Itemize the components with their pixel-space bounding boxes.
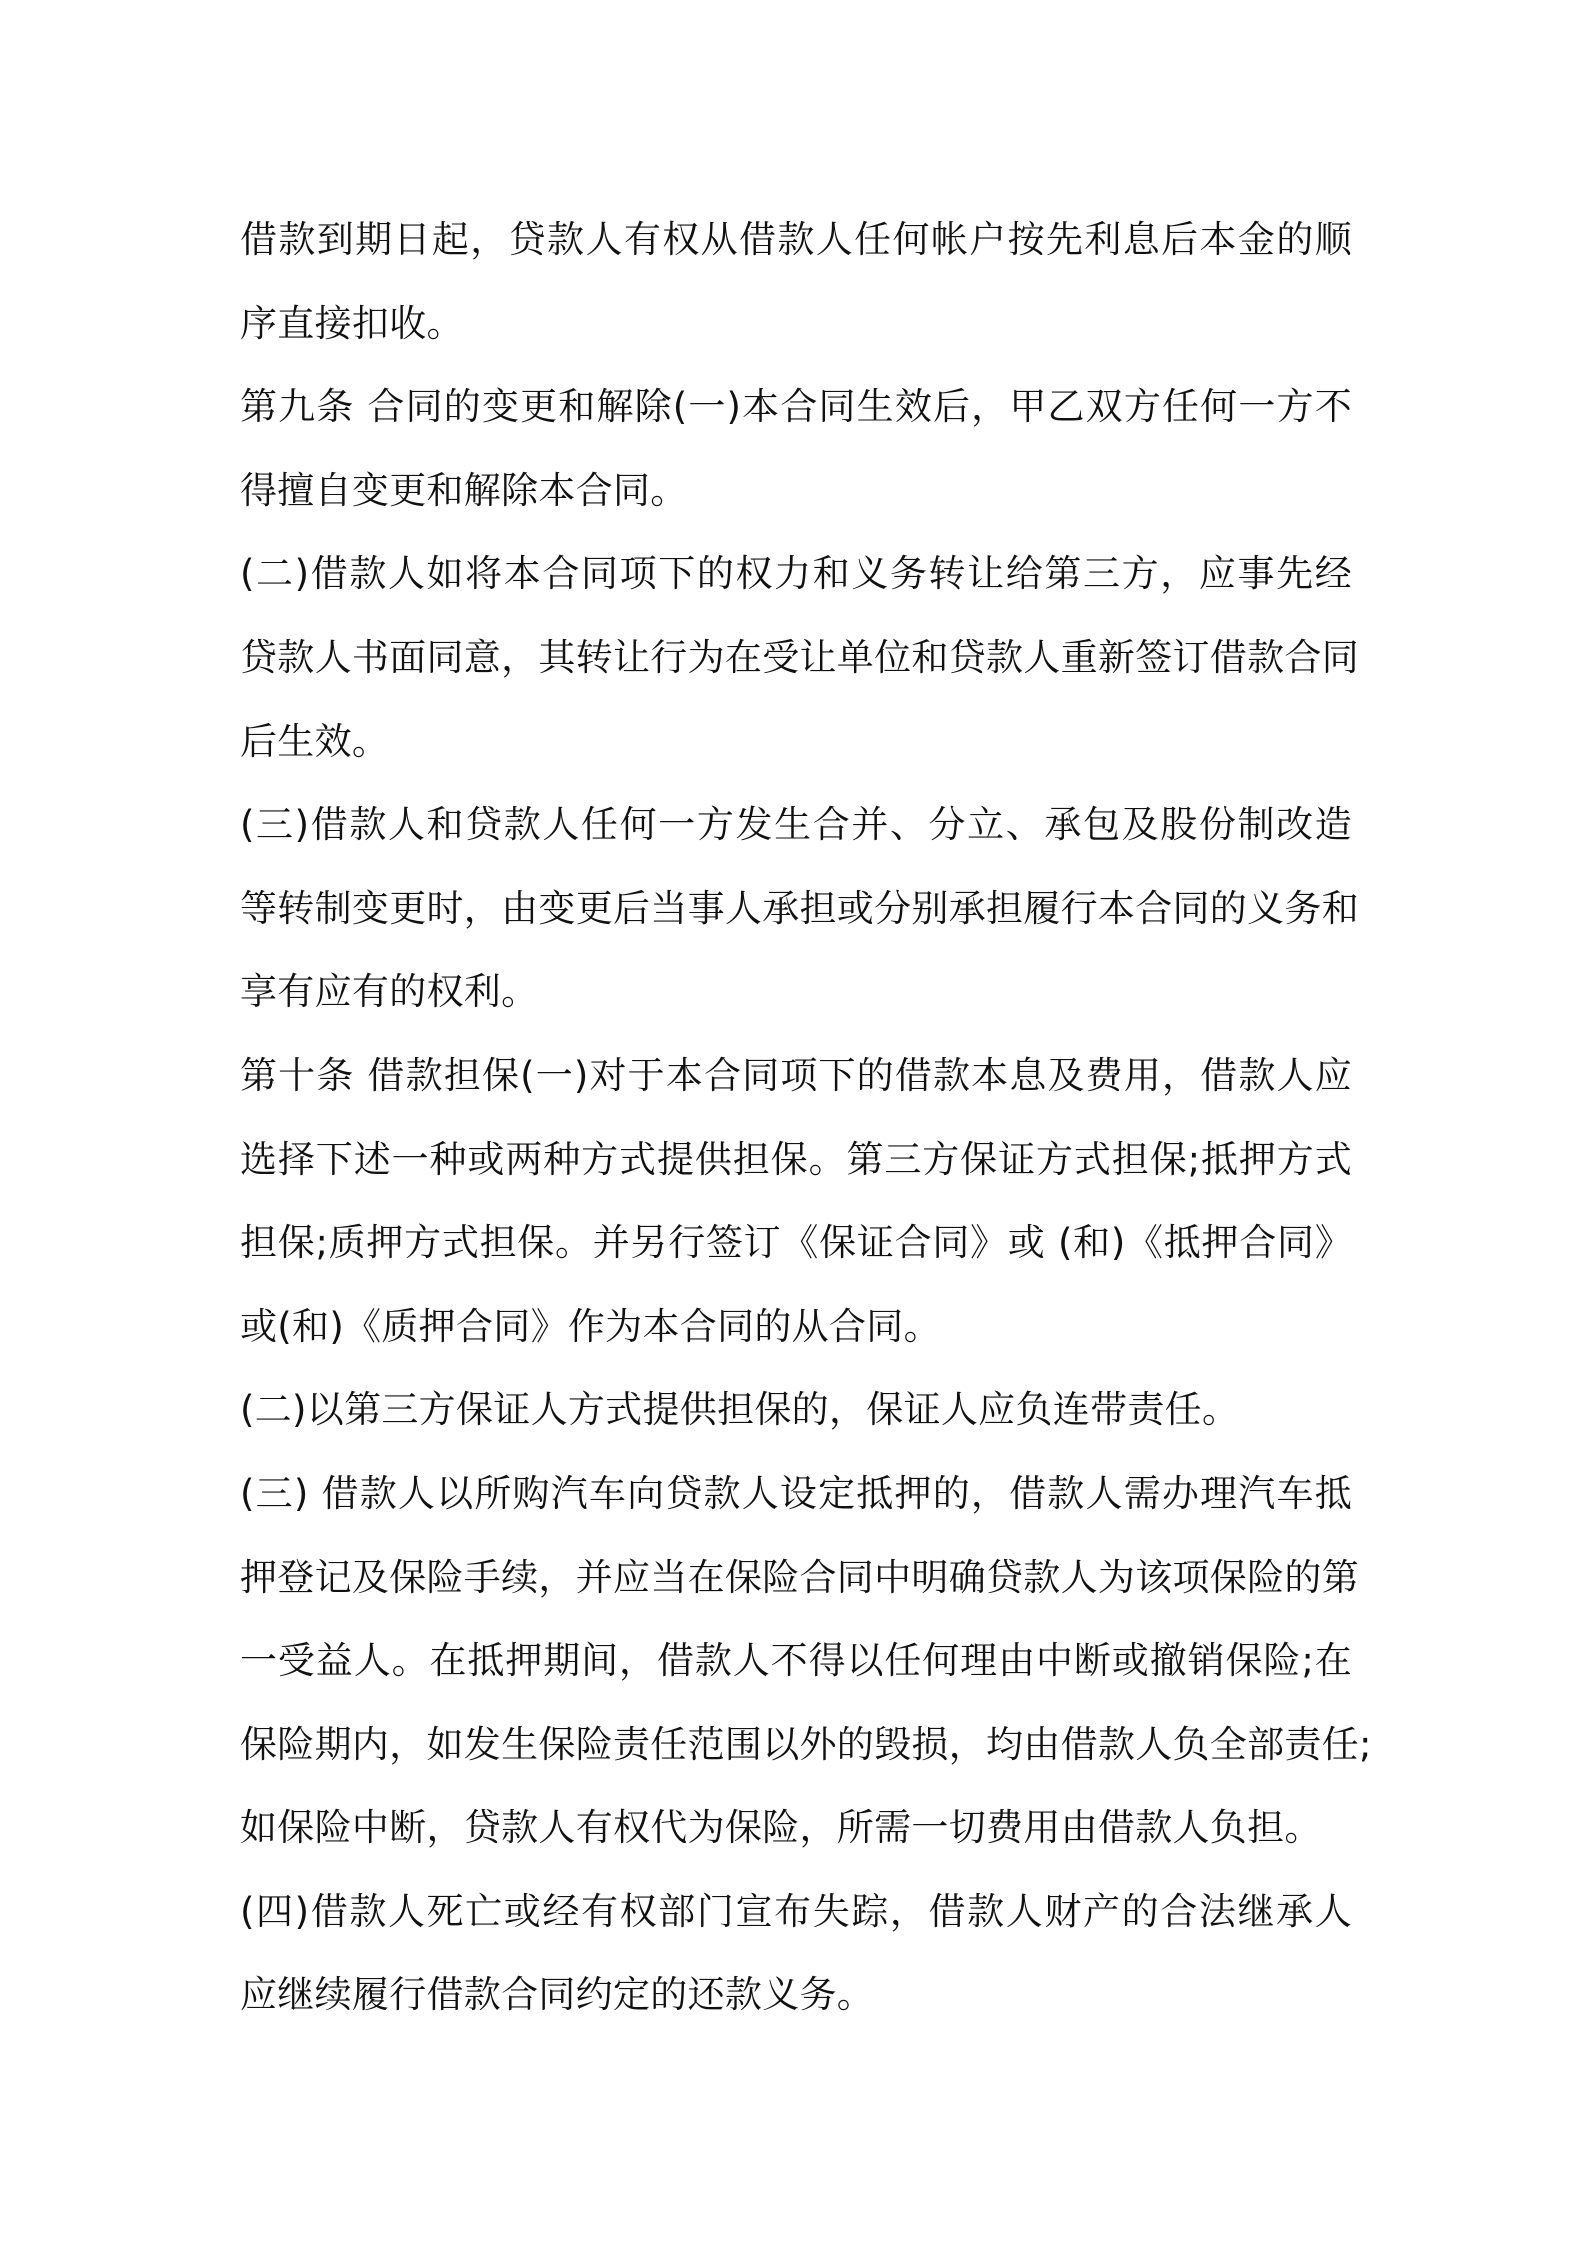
text-line: 如保险中断，贷款人有权代为保险，所需一切费用由借款人负担。	[240, 1806, 1322, 1850]
text-line: 借款到期日起，贷款人有权从借款人任何帐户按先利息后本金的顺	[240, 218, 1352, 261]
paragraph-article-9-clause-3	[240, 783, 1359, 1034]
paragraph-article-10-clause-2	[240, 1368, 1352, 1452]
text-line: 或(和)《质押合同》作为本合同的从合同。	[240, 1304, 941, 1348]
document-body	[240, 198, 1372, 2037]
paragraph-article-10-clause-4	[240, 1870, 1352, 2037]
text-line: 后生效。	[240, 719, 390, 763]
paragraph-article-10	[240, 1034, 1352, 1368]
text-line: (四)借款人死亡或经有权部门宣布失踪，借款人财产的合法继承人	[240, 1889, 1352, 1933]
text-line: 享有应有的权利。	[240, 970, 539, 1014]
text-line: 押登记及保险手续，并应当在保险合同中明确贷款人为该项保险的第	[240, 1555, 1359, 1599]
text-line: (二)借款人如将本合同项下的权力和义务转让给第三方，应事先经	[240, 552, 1352, 596]
text-line: 序直接扣收。	[240, 301, 464, 345]
paragraph-article-10-clause-3	[240, 1452, 1372, 1870]
text-line: 贷款人书面同意，其转让行为在受让单位和贷款人重新签订借款合同	[240, 635, 1359, 679]
paragraph-article-9	[240, 365, 1352, 532]
text-line: (二)以第三方保证人方式提供担保的，保证人应负连带责任。	[240, 1388, 1240, 1432]
text-line: 一受益人。在抵押期间，借款人不得以任何理由中断或撤销保险;在	[240, 1639, 1352, 1683]
text-line: 第九条 合同的变更和解除(一)本合同生效后，甲乙双方任何一方不	[240, 385, 1352, 429]
text-line: 等转制变更时，由变更后当事人承担或分别承担履行本合同的义务和	[240, 886, 1359, 930]
text-line: (三) 借款人以所购汽车向贷款人设定抵押的，借款人需办理汽车抵	[240, 1471, 1352, 1515]
text-line: (三)借款人和贷款人任何一方发生合并、分立、承包及股份制改造	[240, 803, 1352, 847]
text-line: 得擅自变更和解除本合同。	[240, 468, 688, 512]
paragraph-article-9-clause-2	[240, 532, 1359, 783]
text-line: 担保;质押方式担保。并另行签订《保证合同》或 (和)《抵押合同》	[240, 1221, 1352, 1265]
text-line: 保险期内，如发生保险责任范围以外的毁损，均由借款人负全部责任;	[240, 1722, 1372, 1766]
text-line: 第十条 借款担保(一)对于本合同项下的借款本息及费用，借款人应	[240, 1053, 1352, 1097]
text-line: 选择下述一种或两种方式提供担保。第三方保证方式担保;抵押方式	[240, 1137, 1352, 1181]
text-line: 应继续履行借款合同约定的还款义务。	[240, 1973, 875, 2017]
paragraph-repayment-deduction	[240, 198, 1352, 365]
